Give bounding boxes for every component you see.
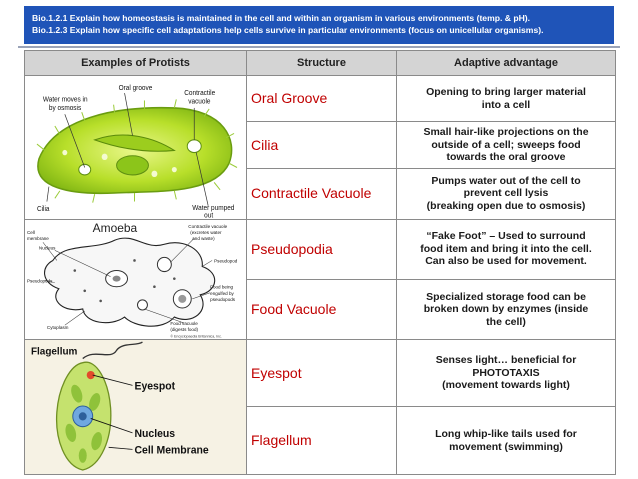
- label-pseudopod-r: Pseudopod: [214, 257, 238, 264]
- advantage-contractile-vacuole: [397, 168, 616, 219]
- table-row: [25, 339, 616, 407]
- standards-banner: [24, 6, 614, 44]
- label-eyespot: Eyespot: [134, 380, 176, 393]
- advantage-flagellum: [397, 407, 616, 475]
- label-water-in-2: by osmosis: [48, 104, 82, 113]
- table-header-row: [25, 51, 616, 76]
- table-row: [25, 219, 616, 279]
- advantage-line: the cell): [486, 315, 526, 328]
- structure-eyespot: Eyespot: [247, 339, 397, 407]
- euglena-image: [25, 340, 246, 474]
- label-nucleus: Nucleus: [134, 427, 176, 440]
- advantage-line: Can also be used for movement.: [425, 255, 587, 268]
- label-contractile-2: vacuole: [188, 98, 211, 106]
- label-pseudopods-l: Pseudopods: [26, 278, 53, 284]
- label-cv-3: and waste): [192, 235, 215, 241]
- label-food-3: pseudopods: [210, 296, 236, 302]
- label-contractile-1: Contractile: [184, 89, 216, 98]
- label-cell-1: Cell: [26, 229, 35, 235]
- advantage-line: PHOTOTAXIS: [472, 366, 540, 379]
- advantage-eyespot: [397, 339, 616, 407]
- label-food-1: Food being: [210, 284, 234, 290]
- label-cilia: Cilia: [36, 205, 50, 214]
- amoeba-image: [25, 220, 246, 339]
- advantage-line: towards the oral groove: [446, 151, 566, 164]
- advantage-pseudopodia: [397, 219, 616, 279]
- label-nucleus: Nucleus: [38, 244, 56, 250]
- structure-pseudopodia: Pseudopodia: [247, 219, 397, 279]
- label-cv-1: Contractile vacuole: [188, 223, 228, 229]
- divider: [18, 46, 620, 48]
- amoeba-title: Amoeba: [92, 220, 138, 235]
- header-examples: Examples of Protists: [25, 51, 247, 76]
- label-flagellum: Flagellum: [30, 346, 78, 358]
- label-water-out-1: Water pumped: [192, 204, 235, 213]
- advantage-line: Opening to bring larger material: [426, 86, 586, 99]
- advantage-line: prevent cell lysis: [463, 187, 549, 200]
- label-water-out-2: out: [204, 212, 214, 219]
- label-fv-2: (digests food): [170, 326, 199, 332]
- advantage-line: Small hair-like projections on the: [423, 126, 589, 139]
- paramecium-image: [25, 76, 246, 219]
- advantage-food-vacuole: [397, 279, 616, 339]
- header-advantage: Adaptive advantage: [397, 51, 616, 76]
- advantage-line: (breaking open due to osmosis): [426, 199, 586, 212]
- label-cv-2: (excretes water: [190, 229, 222, 235]
- amoeba-body: [45, 235, 215, 326]
- advantage-oral-groove: [397, 76, 616, 122]
- advantage-line: into a cell: [481, 98, 531, 111]
- structure-contractile-vacuole: Contractile Vacuole: [247, 168, 397, 219]
- advantage-line: Senses light… beneficial for: [435, 354, 577, 367]
- structure-food-vacuole: Food Vacuole: [247, 279, 397, 339]
- label-oral-groove: Oral groove: [118, 84, 153, 92]
- header-structure: Structure: [247, 51, 397, 76]
- standard-bio-1-2-3: Bio.1.2.3 Explain how specific cell adaptations help cells survive in particular environments (focus on unicellular organisms).: [32, 25, 544, 35]
- protist-table: [24, 50, 616, 475]
- paramecium-image-cell: [25, 76, 247, 220]
- structure-flagellum: Flagellum: [247, 407, 397, 475]
- label-cytoplasm: Cytoplasm: [46, 324, 69, 330]
- label-cell-membrane: Cell Membrane: [134, 444, 209, 457]
- label-cell-2: membrane: [26, 235, 49, 241]
- label-fv-1: Food vacuole: [170, 320, 198, 326]
- advantage-cilia: [397, 122, 616, 168]
- table-row: [25, 76, 616, 122]
- label-food-2: engulfed by: [210, 290, 234, 296]
- structure-cilia: Cilia: [247, 122, 397, 168]
- advantage-line: broken down by enzymes (inside: [423, 303, 589, 316]
- advantage-line: “Fake Foot” – Used to surround: [426, 230, 586, 243]
- structure-oral-groove: Oral Groove: [247, 76, 397, 122]
- advantage-line: outside of a cell; sweeps food: [431, 138, 581, 151]
- advantage-line: Pumps water out of the cell to: [431, 174, 581, 187]
- advantage-line: Long whip-like tails used for: [435, 428, 577, 441]
- standard-bio-1-2-1: Bio.1.2.1 Explain how homeostasis is maintained in the cell and within an organism in various environments (temp. & pH).: [32, 13, 531, 23]
- amoeba-image-cell: [25, 219, 247, 339]
- advantage-line: movement (swimming): [449, 440, 563, 453]
- advantage-line: (movement towards light): [442, 379, 570, 392]
- advantage-line: food item and bring it into the cell.: [420, 242, 592, 255]
- euglena-image-cell: [25, 339, 247, 474]
- advantage-line: Specialized storage food can be: [426, 290, 586, 303]
- label-water-in-1: Water moves in: [42, 96, 88, 104]
- credit-text: © Encyclopaedia Britannica, Inc.: [170, 333, 222, 338]
